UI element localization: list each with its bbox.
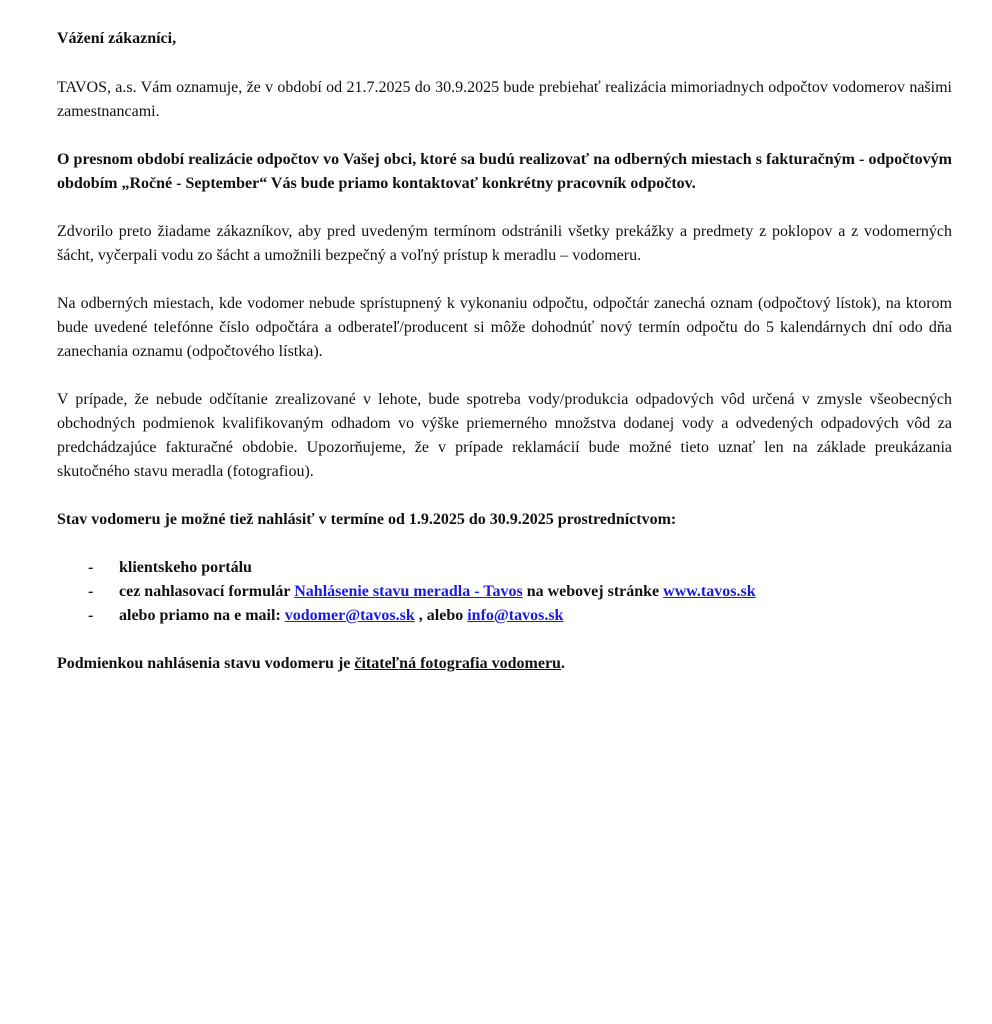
email-middle-text: , alebo <box>414 607 468 624</box>
condition-paragraph <box>57 652 952 676</box>
list-item <box>57 556 952 580</box>
email-link-vodomer[interactable]: vodomer@tavos.sk <box>284 607 415 624</box>
portal-option: klientskeho portálu <box>119 559 252 576</box>
case-paragraph: V prípade, že nebude odčítanie zrealizované v lehote, bude spotreba vody/produkcia odpadových vôd určená v zmysle všeobecných obchodných podmienok kvalifikovaným odhadom vo výške priemerného množstva dodanej vody a odvedených odpadových vôd za predchádzajúce fakturačné obdobie. Upozorňujeme, že v prípade reklamácií bude možné tieto uznať len na základe preukázania skutočného stavu meradla (fotografiou). <box>57 391 952 480</box>
list-dash: - <box>88 559 94 576</box>
condition-prefix: Podmienkou nahlásenia stavu vodomeru je <box>57 655 355 672</box>
stav-heading: Stav vodomeru je možné tiež nahlásiť v termíne od 1.9.2025 do 30.9.2025 prostredníctvom: <box>57 511 677 528</box>
form-prefix-text: cez nahlasovací formulár <box>119 583 295 600</box>
intro-paragraph: TAVOS, a.s. Vám oznamuje, že v období od 21.7.2025 do 30.9.2025 bude prebiehať realizácia mimoriadnych odpočtov vodomerov našimi zamestnancami. <box>57 79 952 120</box>
places-paragraph: Na odberných miestach, kde vodomer nebude sprístupnený k vykonaniu odpočtu, odpočtár zanechá oznam (odpočtový lístok), na ktorom bude uvedené telefónne číslo odpočtára a odberateľ/producent si môže dohodnúť nový termín odpočtu do 5 kalendárnych dní odo dňa zanechania oznamu (odpočtového lístka). <box>57 295 952 360</box>
list-dash: - <box>88 583 94 600</box>
list-item <box>57 580 952 604</box>
request-paragraph: Zdvorilo preto žiadame zákazníkov, aby pred uvedeným termínom odstránili všetky prekážky a predmety z poklopov a z vodomerných šácht, vyčerpali vodu zo šácht a umožnili bezpečný a voľný prístup k meradlu – vodomeru. <box>57 223 952 264</box>
email-prefix-text: alebo priamo na e mail: <box>119 607 285 624</box>
reporting-options-list <box>57 556 952 628</box>
list-item <box>57 604 952 628</box>
form-link[interactable]: Nahlásenie stavu meradla - Tavos <box>294 583 523 600</box>
list-dash: - <box>88 607 94 624</box>
website-link[interactable]: www.tavos.sk <box>663 583 756 600</box>
greeting: Vážení zákazníci, <box>57 30 177 47</box>
condition-underlined: čitateľná fotografia vodomeru <box>354 655 561 672</box>
letter-body <box>57 27 952 676</box>
condition-suffix: . <box>560 655 565 672</box>
notice-bold-paragraph: O presnom období realizácie odpočtov vo Vašej obci, ktoré sa budú realizovať na odberných miestach s fakturačným - odpočtovým obdobím „Ročné - September“ Vás bude priamo kontaktovať konkrétny pracovník odpočtov. <box>57 151 952 192</box>
form-middle-text: na webovej stránke <box>522 583 664 600</box>
email-link-info[interactable]: info@tavos.sk <box>467 607 564 624</box>
